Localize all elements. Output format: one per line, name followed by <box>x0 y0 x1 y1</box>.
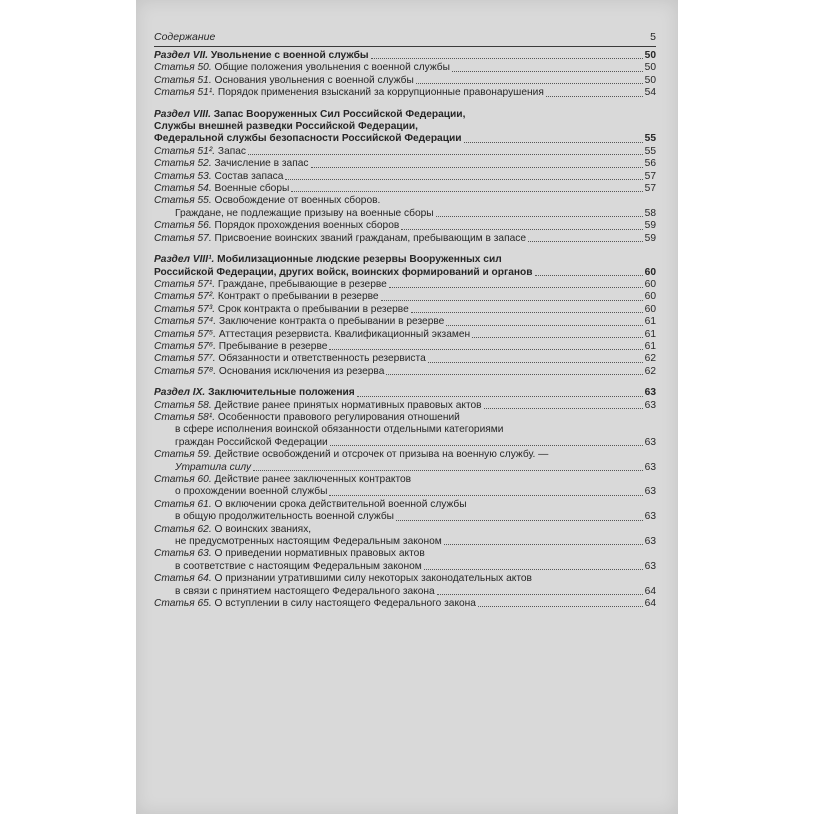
section-title: Запас Вооруженных Сил Российской Федерации, <box>210 108 466 120</box>
toc-entry-text <box>154 233 526 245</box>
toc-entry-text <box>154 400 482 412</box>
toc-entry-line <box>154 437 656 449</box>
dot-leader <box>424 568 643 570</box>
section-title: Мобилизационные людские резервы Вооруженных сил <box>214 254 502 266</box>
page-number: 50 <box>644 50 656 61</box>
section-heading-line <box>154 267 656 279</box>
toc-entry-text <box>154 548 425 559</box>
toc-entry-line <box>154 412 656 424</box>
toc-entry-text <box>154 183 289 195</box>
article-label: Статья 57. <box>154 232 212 244</box>
dot-leader <box>444 543 643 545</box>
article-title: в связи с принятием настоящего Федерального закона <box>175 585 435 597</box>
page-number: 62 <box>644 365 656 377</box>
page-number: 63 <box>644 399 656 411</box>
dot-leader <box>389 286 643 288</box>
toc-entry-text <box>154 171 283 183</box>
toc-entry-text <box>175 511 394 523</box>
toc-entry-line <box>154 462 656 474</box>
article-title: Присвоение воинских званий гражданам, пребывающим в запасе <box>214 232 527 244</box>
toc-entry-line <box>154 146 656 158</box>
toc-entry-line <box>154 329 656 341</box>
dot-leader <box>311 166 643 168</box>
toc-section <box>154 109 656 245</box>
dot-leader <box>464 141 643 143</box>
article-title: Военные сборы <box>214 183 290 195</box>
article-title: Порядок прохождения военных сборов <box>214 220 400 232</box>
dot-leader <box>478 605 643 607</box>
toc-entry-line <box>154 449 656 461</box>
dot-leader <box>472 336 642 338</box>
article-label: Статья 64. <box>154 573 212 585</box>
article-label: Статья 55. <box>154 195 212 207</box>
page-header <box>154 28 656 47</box>
toc-entry-text <box>175 424 503 435</box>
toc-entry-text <box>154 598 476 610</box>
toc-entry-line <box>154 87 656 99</box>
article-title: О воинских званиях, <box>214 523 312 535</box>
toc-entry-line <box>154 366 656 378</box>
article-title: Граждане, пребывающие в резерве <box>217 278 387 290</box>
dot-leader <box>484 407 643 409</box>
section-title: Увольнение с военной службы <box>208 50 369 61</box>
section-heading-line <box>154 387 656 399</box>
article-title: О вступлении в силу настоящего Федерального закона <box>214 598 476 610</box>
toc-entry-text <box>154 146 246 158</box>
section-heading-line <box>154 109 656 121</box>
page-number: 54 <box>644 87 656 99</box>
article-label: Статья 58¹. <box>154 411 216 423</box>
toc-entry-text <box>154 573 532 584</box>
dot-leader <box>546 95 643 97</box>
toc-entry-line <box>154 499 656 511</box>
article-label: Статья 63. <box>154 548 212 560</box>
article-label: Статья 51¹. <box>154 87 216 99</box>
section-heading-text <box>154 50 369 62</box>
page-number: 61 <box>644 328 656 340</box>
toc-entry-line <box>154 183 656 195</box>
article-label: Статья 57⁸. <box>154 365 217 377</box>
page-number: 64 <box>644 598 656 610</box>
article-title: Основания увольнения с военной службы <box>214 74 414 86</box>
section-title: Федеральной службы безопасности Российской Федерации <box>154 133 462 145</box>
dot-leader <box>452 70 643 72</box>
toc-entry-text <box>154 499 467 510</box>
toc-entry-line <box>154 341 656 353</box>
article-title: Утратила силу <box>175 461 252 473</box>
toc-entry-line <box>154 291 656 303</box>
article-title: Порядок применения взысканий за коррупционные правонарушения <box>217 87 544 99</box>
dot-leader <box>528 240 643 242</box>
article-label: Статья 54. <box>154 183 212 195</box>
page-number: 60 <box>644 266 656 278</box>
article-label: Статья 60. <box>154 474 212 485</box>
article-label: Статья 56. <box>154 220 212 232</box>
page-number: 55 <box>644 133 656 145</box>
dot-leader <box>428 361 643 363</box>
article-label: Статья 57². <box>154 291 216 303</box>
article-title: о прохождении военной службы <box>175 486 328 498</box>
dot-leader <box>248 153 643 155</box>
toc-entry-line <box>154 548 656 560</box>
toc-entry-line <box>154 598 656 610</box>
section-label: Раздел VII. <box>154 50 209 61</box>
page-number: 50 <box>644 74 656 86</box>
page-number: 63 <box>644 486 656 498</box>
page-number: 63 <box>644 387 656 399</box>
toc-entry-text <box>154 412 460 423</box>
article-label: Статья 62. <box>154 523 212 535</box>
dot-leader <box>386 373 642 375</box>
toc-entry-line <box>154 208 656 220</box>
dot-leader <box>357 395 643 397</box>
article-title: не предусмотренных настоящим Федеральным законом <box>175 536 442 548</box>
toc-entry-text <box>154 75 414 87</box>
article-label: Статья 57⁶. <box>154 340 216 352</box>
dot-leader <box>416 82 643 84</box>
toc-entry-text <box>154 366 384 378</box>
toc-entry-text <box>154 449 548 460</box>
page-number: 60 <box>644 278 656 290</box>
article-title: Контракт о пребывании в резерве <box>217 291 379 303</box>
toc-entry-text <box>175 208 434 220</box>
article-title: О приведении нормативных правовых актов <box>214 548 425 560</box>
article-title: Действие освобождений и отсрочек от призыва на военную службу. — <box>214 449 549 461</box>
toc-entry-line <box>154 158 656 170</box>
page-number: 64 <box>644 585 656 597</box>
section-title: Российской Федерации, других войск, воинских формирований и органов <box>154 266 533 278</box>
toc-entry-text <box>175 462 251 474</box>
toc-entry-line <box>154 353 656 365</box>
article-title: Основания исключения из резерва <box>218 365 385 377</box>
toc-entry-text <box>175 536 442 548</box>
article-label: Статья 61. <box>154 498 212 510</box>
dot-leader <box>371 57 643 59</box>
toc-entry-text <box>175 586 435 598</box>
article-title: Действие ранее принятых нормативных правовых актов <box>214 399 482 411</box>
article-label: Статья 57¹. <box>154 278 216 290</box>
dot-leader <box>436 215 643 217</box>
section-heading-line <box>154 254 656 266</box>
article-title: Действие ранее заключенных контрактов <box>214 474 412 485</box>
toc-entry-text <box>154 524 311 535</box>
dot-leader <box>291 190 642 192</box>
toc-entry-text <box>154 158 309 170</box>
dot-leader <box>437 593 643 595</box>
article-label: Статья 51². <box>154 145 216 157</box>
toc-entry-text <box>154 87 544 99</box>
article-label: Статья 51. <box>154 74 212 86</box>
article-title: в общую продолжительность военной службы <box>175 511 394 523</box>
article-title: О включении срока действительной военной службы <box>214 498 467 510</box>
page-number: 59 <box>644 220 656 232</box>
toc-entry-line <box>154 424 656 436</box>
page-number: 57 <box>644 183 656 195</box>
section-heading-text <box>154 109 465 120</box>
article-title: Граждане, не подлежащие призыву на военные сборы <box>175 207 434 219</box>
toc-entry-line <box>154 316 656 328</box>
article-label: Статья 53. <box>154 170 212 182</box>
section-heading-text <box>154 387 355 399</box>
article-title: Аттестация резервиста. Квалификационный экзамен <box>218 328 471 340</box>
toc-entry-line <box>154 511 656 523</box>
toc-entry-line <box>154 536 656 548</box>
toc-entry-line <box>154 220 656 232</box>
toc-entry-text <box>154 474 411 485</box>
article-title: Состав запаса <box>214 170 284 182</box>
toc-entry-line <box>154 573 656 585</box>
page-number: 63 <box>644 436 656 448</box>
section-heading-line <box>154 133 656 145</box>
section-heading-text <box>154 254 502 265</box>
article-title: Заключение контракта о пребывании в резерве <box>218 316 445 328</box>
article-title: Зачисление в запас <box>214 158 309 170</box>
toc-entry-line <box>154 171 656 183</box>
article-title: в сфере исполнения воинской обязанности отдельными категориями <box>175 424 504 436</box>
toc-entry-text <box>154 195 380 206</box>
dot-leader <box>411 311 643 313</box>
article-label: Статья 58. <box>154 399 212 411</box>
article-label: Статья 59. <box>154 449 212 461</box>
section-label: Раздел IX. <box>154 387 206 399</box>
page-number: 63 <box>644 560 656 572</box>
page-number: 58 <box>644 207 656 219</box>
section-title: Заключительные положения <box>205 387 355 399</box>
toc-entry-text <box>154 329 470 341</box>
page-number: 60 <box>644 291 656 303</box>
toc-entry-line <box>154 486 656 498</box>
toc-section <box>154 254 656 378</box>
page-number: 61 <box>644 316 656 328</box>
toc-entry-text <box>175 437 328 449</box>
toc-entry-line <box>154 233 656 245</box>
page-number: 57 <box>644 170 656 182</box>
article-title: Обязанности и ответственность резервиста <box>218 353 426 365</box>
page-number: 59 <box>644 232 656 244</box>
article-title: Срок контракта о пребывании в резерве <box>217 303 409 315</box>
article-title: Освобождение от военных сборов. <box>214 195 381 207</box>
page-number: 62 <box>644 353 656 365</box>
toc-entry-line <box>154 279 656 291</box>
article-title: О признании утратившими силу некоторых законодательных актов <box>214 573 532 585</box>
toc-entry-line <box>154 195 656 207</box>
toc-entry-text <box>154 304 409 316</box>
dot-leader <box>381 299 643 301</box>
dot-leader <box>535 274 643 276</box>
article-title: Запас <box>217 145 247 157</box>
dot-leader <box>329 494 642 496</box>
toc-entry-line <box>154 62 656 74</box>
page-number: 56 <box>644 158 656 170</box>
article-label: Статья 57³. <box>154 303 216 315</box>
page-number: 50 <box>644 62 656 74</box>
dot-leader <box>330 444 643 446</box>
toc-entry-line <box>154 474 656 486</box>
header-title: Содержание <box>154 31 216 43</box>
section-title: Службы внешней разведки Российской Федерации, <box>154 121 418 133</box>
section-heading-line <box>154 50 656 62</box>
toc-entry-line <box>154 304 656 316</box>
section-heading-line <box>154 121 656 133</box>
page-number: 55 <box>644 145 656 157</box>
section-heading-text <box>154 121 418 132</box>
article-label: Статья 50. <box>154 62 212 74</box>
article-label: Статья 57⁵. <box>154 328 216 340</box>
section-heading-text <box>154 267 533 279</box>
toc-entry-line <box>154 524 656 536</box>
section-heading-text <box>154 133 462 145</box>
toc-entry-line <box>154 400 656 412</box>
toc-entry-text <box>154 62 450 74</box>
page-number: 63 <box>644 536 656 548</box>
article-title: граждан Российской Федерации <box>175 436 328 448</box>
section-label: Раздел VIII¹. <box>154 254 215 266</box>
article-title: Пребывание в резерве <box>218 340 328 352</box>
article-label: Статья 57⁴. <box>154 316 217 328</box>
dot-leader <box>285 178 642 180</box>
dot-leader <box>329 348 642 350</box>
article-title: Особенности правового регулирования отношений <box>217 411 460 423</box>
toc-entry-text <box>154 220 399 232</box>
page-number: 60 <box>644 303 656 315</box>
article-title: Общие положения увольнения с военной службы <box>214 62 450 74</box>
dot-leader <box>253 469 643 471</box>
toc-entry-line <box>154 586 656 598</box>
section-label: Раздел VIII. <box>154 108 211 120</box>
table-of-contents <box>154 50 656 619</box>
toc-entry-text <box>154 341 327 353</box>
article-label: Статья 65. <box>154 598 212 610</box>
page-number: 63 <box>644 511 656 523</box>
article-title: в соответствие с настоящим Федеральным законом <box>175 560 422 572</box>
page-number: 63 <box>644 461 656 473</box>
dot-leader <box>446 324 642 326</box>
book-page <box>136 0 678 814</box>
toc-entry-text <box>154 316 444 328</box>
dot-leader <box>401 228 642 230</box>
dot-leader <box>396 519 643 521</box>
toc-entry-line <box>154 561 656 573</box>
toc-section <box>154 387 656 610</box>
toc-entry-text <box>154 291 379 303</box>
toc-entry-text <box>154 353 426 365</box>
article-label: Статья 57⁷. <box>154 353 216 365</box>
toc-entry-line <box>154 75 656 87</box>
toc-entry-text <box>175 486 327 498</box>
toc-entry-text <box>154 279 387 291</box>
article-label: Статья 52. <box>154 158 212 170</box>
toc-entry-text <box>175 561 422 573</box>
header-page-number: 5 <box>650 31 656 43</box>
page-number: 61 <box>644 340 656 352</box>
toc-section <box>154 50 656 100</box>
